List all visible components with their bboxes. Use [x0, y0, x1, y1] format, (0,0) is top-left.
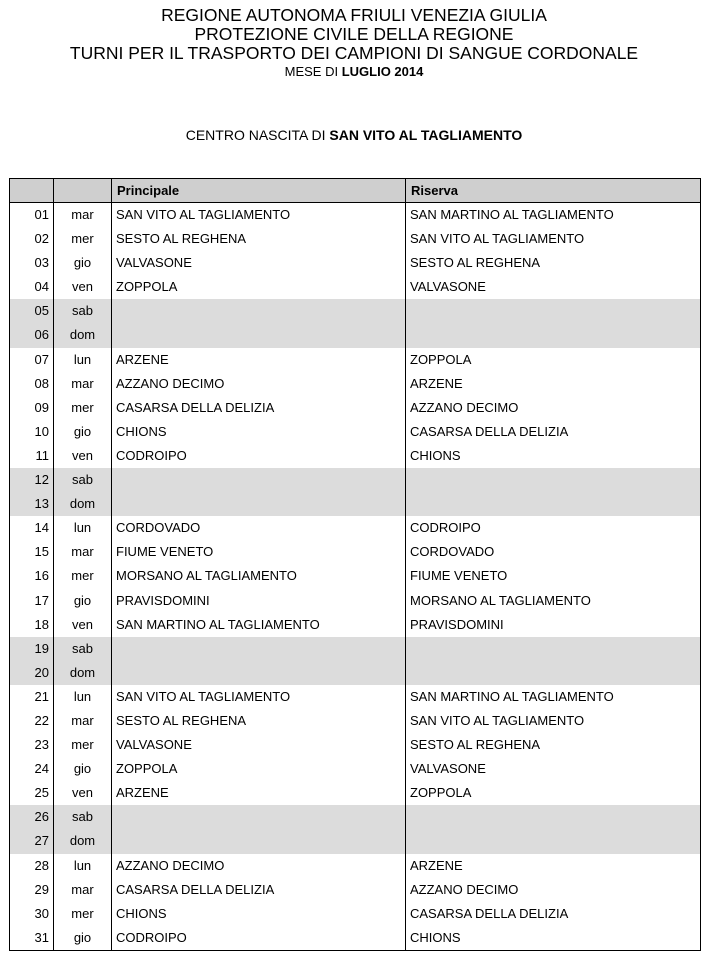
- table-row: [10, 396, 701, 420]
- weekday: dom: [54, 323, 112, 347]
- riserva-cell: MORSANO AL TAGLIAMENTO: [406, 589, 701, 613]
- table-row: [10, 444, 701, 468]
- riserva-cell: SAN MARTINO AL TAGLIAMENTO: [406, 685, 701, 709]
- weekday: sab: [54, 637, 112, 661]
- weekday: mar: [54, 203, 112, 228]
- riserva-cell: FIUME VENETO: [406, 564, 701, 588]
- day-number: 25: [10, 781, 54, 805]
- principale-cell: ARZENE: [112, 781, 406, 805]
- day-number: 17: [10, 589, 54, 613]
- day-number: 21: [10, 685, 54, 709]
- riserva-cell: AZZANO DECIMO: [406, 878, 701, 902]
- riserva-cell: PRAVISDOMINI: [406, 613, 701, 637]
- day-number: 01: [10, 203, 54, 228]
- day-number: 15: [10, 540, 54, 564]
- day-number: 02: [10, 227, 54, 251]
- day-number: 23: [10, 733, 54, 757]
- table-row: [10, 420, 701, 444]
- principale-cell: SESTO AL REGHENA: [112, 227, 406, 251]
- table-row: [10, 299, 701, 323]
- riserva-cell: ARZENE: [406, 372, 701, 396]
- day-number: 28: [10, 854, 54, 878]
- weekday: ven: [54, 781, 112, 805]
- riserva-cell: ZOPPOLA: [406, 348, 701, 372]
- table-row: [10, 757, 701, 781]
- day-number: 04: [10, 275, 54, 299]
- principale-cell: [112, 323, 406, 347]
- principale-cell: AZZANO DECIMO: [112, 372, 406, 396]
- weekday: gio: [54, 589, 112, 613]
- riserva-cell: CASARSA DELLA DELIZIA: [406, 420, 701, 444]
- day-number: 27: [10, 829, 54, 853]
- day-number: 08: [10, 372, 54, 396]
- table-row: [10, 926, 701, 951]
- day-number: 14: [10, 516, 54, 540]
- weekday: mer: [54, 902, 112, 926]
- table-row: [10, 372, 701, 396]
- principale-cell: ZOPPOLA: [112, 757, 406, 781]
- day-number: 12: [10, 468, 54, 492]
- day-number: 07: [10, 348, 54, 372]
- table-row: [10, 492, 701, 516]
- table-row: [10, 613, 701, 637]
- table-row: [10, 540, 701, 564]
- table-row: [10, 227, 701, 251]
- riserva-cell: [406, 661, 701, 685]
- day-number: 16: [10, 564, 54, 588]
- month-prefix: MESE DI: [284, 64, 342, 79]
- day-number: 10: [10, 420, 54, 444]
- weekday: lun: [54, 348, 112, 372]
- day-number: 20: [10, 661, 54, 685]
- table-row: [10, 685, 701, 709]
- table-row: [10, 709, 701, 733]
- day-number: 05: [10, 299, 54, 323]
- weekday: lun: [54, 685, 112, 709]
- weekday: sab: [54, 299, 112, 323]
- table-row: [10, 805, 701, 829]
- table-row: [10, 902, 701, 926]
- table-row: [10, 275, 701, 299]
- table-row: [10, 348, 701, 372]
- table-row: [10, 589, 701, 613]
- day-number: 22: [10, 709, 54, 733]
- day-number: 24: [10, 757, 54, 781]
- principale-cell: VALVASONE: [112, 251, 406, 275]
- principale-cell: [112, 637, 406, 661]
- table-row: [10, 733, 701, 757]
- weekday: ven: [54, 275, 112, 299]
- riserva-cell: [406, 637, 701, 661]
- birth-center-prefix: CENTRO NASCITA DI: [185, 127, 330, 143]
- day-number: 19: [10, 637, 54, 661]
- principale-cell: MORSANO AL TAGLIAMENTO: [112, 564, 406, 588]
- day-number: 03: [10, 251, 54, 275]
- schedule-rows: [10, 203, 701, 951]
- weekday: mer: [54, 733, 112, 757]
- principale-cell: CODROIPO: [112, 926, 406, 951]
- day-number: 11: [10, 444, 54, 468]
- weekday: ven: [54, 613, 112, 637]
- principale-cell: SAN VITO AL TAGLIAMENTO: [112, 203, 406, 228]
- day-number: 09: [10, 396, 54, 420]
- birth-center-line: [0, 127, 708, 143]
- riserva-cell: [406, 829, 701, 853]
- table-row: [10, 323, 701, 347]
- weekday: dom: [54, 829, 112, 853]
- header-cell-day: [54, 179, 112, 203]
- riserva-cell: [406, 299, 701, 323]
- day-number: 26: [10, 805, 54, 829]
- day-number: 18: [10, 613, 54, 637]
- header-principale: Principale: [112, 179, 406, 203]
- riserva-cell: [406, 805, 701, 829]
- weekday: lun: [54, 854, 112, 878]
- weekday: sab: [54, 805, 112, 829]
- principale-cell: [112, 661, 406, 685]
- region-title: REGIONE AUTONOMA FRIULI VENEZIA GIULIA: [161, 5, 547, 25]
- riserva-cell: CODROIPO: [406, 516, 701, 540]
- table-row: [10, 203, 701, 228]
- riserva-cell: SESTO AL REGHENA: [406, 733, 701, 757]
- weekday: mer: [54, 564, 112, 588]
- table-row: [10, 829, 701, 853]
- weekday: gio: [54, 757, 112, 781]
- principale-cell: AZZANO DECIMO: [112, 854, 406, 878]
- month-value: LUGLIO 2014: [341, 64, 424, 79]
- schedule-table: [9, 178, 701, 951]
- table-row: [10, 516, 701, 540]
- principale-cell: CODROIPO: [112, 444, 406, 468]
- riserva-cell: [406, 323, 701, 347]
- month-line: [0, 63, 708, 80]
- day-number: 06: [10, 323, 54, 347]
- weekday: gio: [54, 420, 112, 444]
- table-row: [10, 637, 701, 661]
- riserva-cell: VALVASONE: [406, 275, 701, 299]
- principale-cell: CHIONS: [112, 902, 406, 926]
- table-row: [10, 251, 701, 275]
- principale-cell: CORDOVADO: [112, 516, 406, 540]
- weekday: dom: [54, 661, 112, 685]
- riserva-cell: [406, 492, 701, 516]
- weekday: ven: [54, 444, 112, 468]
- riserva-cell: SESTO AL REGHENA: [406, 251, 701, 275]
- weekday: sab: [54, 468, 112, 492]
- weekday: mer: [54, 227, 112, 251]
- riserva-cell: AZZANO DECIMO: [406, 396, 701, 420]
- riserva-cell: SAN VITO AL TAGLIAMENTO: [406, 227, 701, 251]
- principale-cell: [112, 492, 406, 516]
- principale-cell: CHIONS: [112, 420, 406, 444]
- principale-cell: SESTO AL REGHENA: [112, 709, 406, 733]
- principale-cell: SAN VITO AL TAGLIAMENTO: [112, 685, 406, 709]
- riserva-cell: CORDOVADO: [406, 540, 701, 564]
- principale-cell: ZOPPOLA: [112, 275, 406, 299]
- weekday: lun: [54, 516, 112, 540]
- department-title: PROTEZIONE CIVILE DELLA REGIONE: [194, 24, 514, 44]
- day-number: 30: [10, 902, 54, 926]
- weekday: mar: [54, 709, 112, 733]
- weekday: dom: [54, 492, 112, 516]
- weekday: mar: [54, 878, 112, 902]
- principale-cell: CASARSA DELLA DELIZIA: [112, 878, 406, 902]
- table-row: [10, 468, 701, 492]
- document-header: [0, 6, 708, 80]
- day-number: 13: [10, 492, 54, 516]
- weekday: gio: [54, 251, 112, 275]
- riserva-cell: CHIONS: [406, 926, 701, 951]
- header-cell-num: [10, 179, 54, 203]
- document-title: TURNI PER IL TRASPORTO DEI CAMPIONI DI SANGUE CORDONALE: [69, 43, 639, 63]
- riserva-cell: CASARSA DELLA DELIZIA: [406, 902, 701, 926]
- riserva-cell: SAN MARTINO AL TAGLIAMENTO: [406, 203, 701, 228]
- table-row: [10, 878, 701, 902]
- principale-cell: VALVASONE: [112, 733, 406, 757]
- table-row: [10, 564, 701, 588]
- principale-cell: [112, 299, 406, 323]
- riserva-cell: SAN VITO AL TAGLIAMENTO: [406, 709, 701, 733]
- table-row: [10, 854, 701, 878]
- day-number: 31: [10, 926, 54, 951]
- weekday: mer: [54, 396, 112, 420]
- birth-center-name: SAN VITO AL TAGLIAMENTO: [329, 127, 523, 143]
- table-header-row: [10, 179, 701, 203]
- day-number: 29: [10, 878, 54, 902]
- principale-cell: ARZENE: [112, 348, 406, 372]
- header-riserva: Riserva: [406, 179, 701, 203]
- weekday: mar: [54, 540, 112, 564]
- riserva-cell: [406, 468, 701, 492]
- principale-cell: [112, 829, 406, 853]
- riserva-cell: ARZENE: [406, 854, 701, 878]
- principale-cell: SAN MARTINO AL TAGLIAMENTO: [112, 613, 406, 637]
- riserva-cell: CHIONS: [406, 444, 701, 468]
- principale-cell: [112, 805, 406, 829]
- principale-cell: [112, 468, 406, 492]
- weekday: mar: [54, 372, 112, 396]
- riserva-cell: ZOPPOLA: [406, 781, 701, 805]
- principale-cell: FIUME VENETO: [112, 540, 406, 564]
- weekday: gio: [54, 926, 112, 951]
- table-row: [10, 661, 701, 685]
- principale-cell: PRAVISDOMINI: [112, 589, 406, 613]
- riserva-cell: VALVASONE: [406, 757, 701, 781]
- table-row: [10, 781, 701, 805]
- principale-cell: CASARSA DELLA DELIZIA: [112, 396, 406, 420]
